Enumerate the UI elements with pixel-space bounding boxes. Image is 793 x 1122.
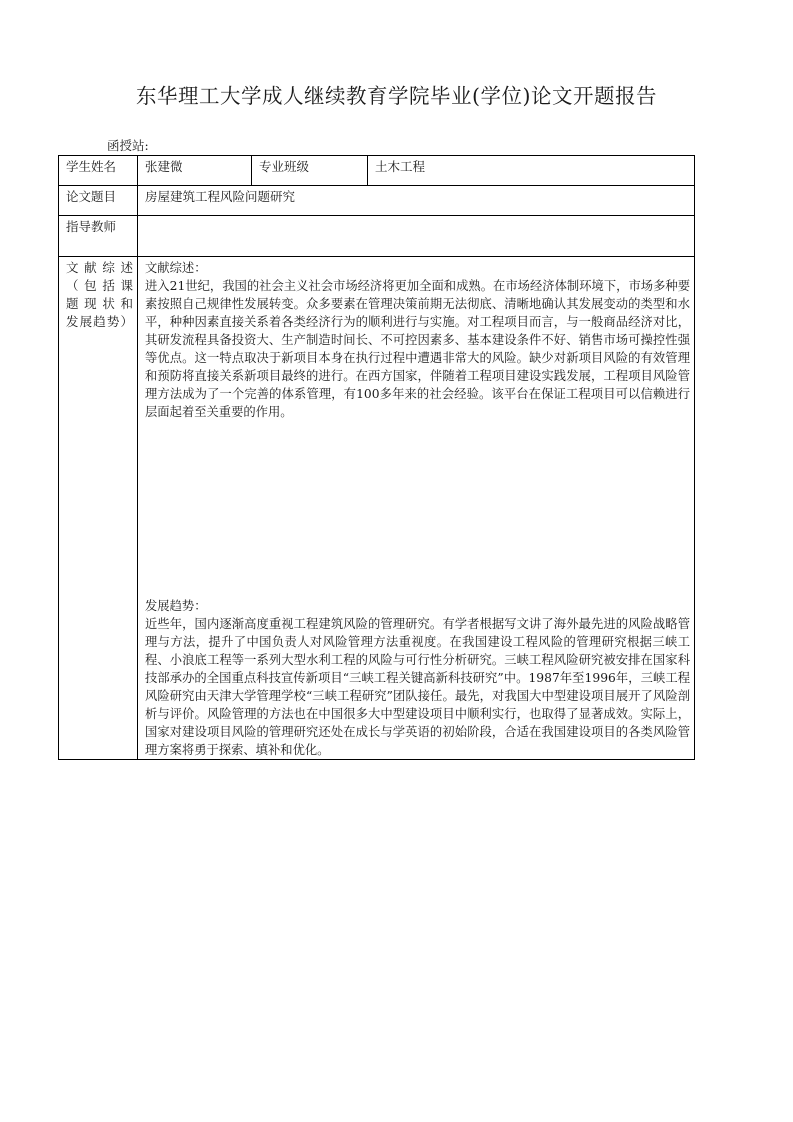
review-heading: 文献综述： xyxy=(145,261,207,275)
row-advisor xyxy=(59,216,695,257)
row-topic xyxy=(59,186,695,216)
topic-value: 房屋建筑工程风险问题研究 xyxy=(138,186,695,216)
blank-space xyxy=(145,421,690,597)
trend-text: 近些年，国内逐渐高度重视工程建筑风险的管理研究。有学者根据写文讲了海外最先进的风险战略管理与方法，提升了中国负责人对风险管理方法重视度。在我国建设工程风险的管理研究根据三峡工程、小浪底工程等一系列大型水利工程的风险与可行性分析研究。三峡工程风险研究被安排在国家科技部承办的全国重点科技宣传新项目“三峡工程关键高新科技研究”中。1987年至1996年，三峡工程风险研究由天津大学管理学校“三峡工程研究”团队接任。最先，对我国大中型建设项目展开了风险剖析与评价。风险管理的方法也在中国很多大中型建设项目中顺利实行，也取得了显著成效。实际上，国家对建设项目风险的管理研究还处在成长与学英语的初始阶段，合适在我国建设项目的各类风险管理方案将勇于探索、填补和优化。 xyxy=(145,617,690,757)
major-value: 土木工程 xyxy=(368,156,695,186)
review-label-line: 文献综述 xyxy=(66,260,133,275)
advisor-label: 指导教师 xyxy=(59,216,138,257)
major-label: 专业班级 xyxy=(252,156,368,186)
review-label-line: 发展趋势） xyxy=(66,314,133,329)
student-name-label: 学生姓名 xyxy=(59,156,138,186)
station-label: 函授站: xyxy=(107,138,149,153)
trend-heading: 发展趋势： xyxy=(145,599,207,613)
review-label xyxy=(59,257,138,760)
review-label-line: 题现状和 xyxy=(66,296,133,311)
review-label-line: （包括课 xyxy=(66,278,133,293)
row-student xyxy=(59,156,695,186)
review-text: 进入21世纪，我国的社会主义社会市场经济将更加全面和成熟。在市场经济体制环境下，市场多种要素按照自己规律性发展转变。众多要素在管理决策前期无法彻底、清晰地确认其发展变动的类型和水平，种种因素直接关系着各类经济行为的顺利进行与实施。对工程项目而言，与一般商品经济对比，其研发流程具备投资大、生产制造时间长、不可控因素多、基本建设条件不好、销售市场可操控性强等优点。这一特点取决于新项目本身在执行过程中遭遇非常大的风险。缺少对新项目风险的有效管理和预防将直接关系新项目最终的进行。在西方国家，伴随着工程项目建设实践发展，工程项目风险管理方法成为了一个完善的体系管理，有100多年来的社会经验。该平台在保证工程项目可以信赖进行层面起着至关重要的作用。 xyxy=(145,279,690,419)
report-table xyxy=(58,155,695,760)
row-review xyxy=(59,257,695,760)
report-title: 东华理工大学成人继续教育学院毕业(学位)论文开题报告 xyxy=(136,84,657,108)
review-content xyxy=(138,257,695,760)
student-name-value: 张建微 xyxy=(138,156,252,186)
advisor-value xyxy=(138,216,695,257)
topic-label: 论文题目 xyxy=(59,186,138,216)
